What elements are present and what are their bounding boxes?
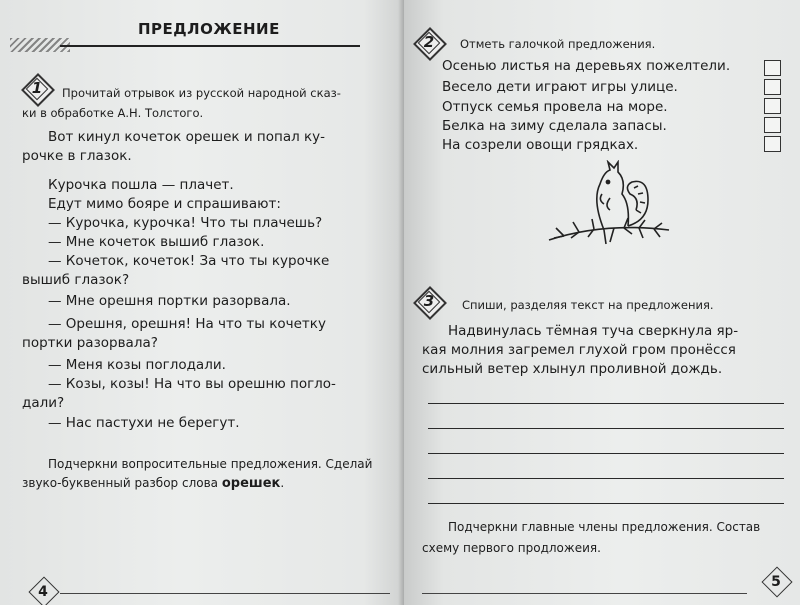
writing-line-3[interactable] — [428, 453, 784, 454]
task1-instruction-line1: Прочитай отрывок из русской народной сказ- — [62, 86, 341, 100]
footer-rule-left — [60, 593, 390, 594]
story-line-11: портки разорвала? — [22, 335, 158, 351]
task2-instruction: Отметь галочкой предложения. — [460, 37, 656, 51]
right-page — [404, 0, 800, 605]
story-line-4: Едут мимо бояре и спрашивают: — [48, 196, 281, 212]
page-title: ПРЕДЛОЖЕНИЕ — [138, 20, 280, 38]
task-number-badge-3: 3 — [414, 287, 444, 317]
story-line-5: — Курочка, курочка! Что ты плачешь? — [48, 215, 323, 231]
writing-line-5[interactable] — [428, 503, 784, 504]
story-line-10: — Орешня, орешня! На что ты кочетку — [48, 316, 326, 332]
writing-line-4[interactable] — [428, 478, 784, 479]
checkbox-sentence-4[interactable] — [764, 117, 781, 133]
story-line-13: — Козы, козы! На что вы орешню погло- — [48, 376, 336, 392]
sentence-item-3: Отпуск семья провела на море. — [442, 99, 668, 115]
sentence-item-1: Осенью листья на деревьях пожелтели. — [442, 58, 731, 74]
copy-text-line-3: сильный ветер хлынул проливной дождь. — [422, 361, 723, 377]
checkbox-sentence-5[interactable] — [764, 136, 781, 152]
story-line-7: — Кочеток, кочеток! За что ты курочке — [48, 253, 330, 269]
story-line-15: — Нас пастухи не берегут. — [48, 415, 240, 431]
page-number-left: 4 — [38, 584, 48, 600]
story-line-2: рочке в глазок. — [22, 148, 132, 164]
writing-line-2[interactable] — [428, 428, 784, 429]
story-line-1: Вот кинул кочеток орешек и попал ку- — [48, 129, 326, 145]
sentence-item-4: Белка на зиму сделала запасы. — [442, 118, 667, 134]
task-number-badge-1: 1 — [22, 74, 52, 104]
task1-assignment-line2: звуко-буквенный разбор слова орешек. — [22, 476, 285, 491]
story-line-12: — Меня козы поглодали. — [48, 357, 226, 373]
task-number-badge-2: 2 — [414, 28, 444, 58]
story-line-9: — Мне орешня портки разорвала. — [48, 293, 291, 309]
story-line-6: — Мне кочеток вышиб глазок. — [48, 234, 265, 250]
writing-line-1[interactable] — [428, 403, 784, 404]
squirrel-illustration — [544, 160, 674, 270]
sentence-item-5: На созрели овощи грядках. — [442, 137, 639, 153]
copy-text-line-2: кая молния загремел глухой гром пронёсся — [422, 342, 736, 358]
checkbox-sentence-1[interactable] — [764, 60, 781, 76]
title-underline — [60, 45, 360, 47]
task3-assignment-line1: Подчеркни главные члены предложения. Состав — [448, 520, 761, 534]
story-line-14: дали? — [22, 395, 65, 411]
story-line-3: Курочка пошла — плачет. — [48, 177, 234, 193]
task1-assignment-line1: Подчеркни вопросительные предложения. Сделай — [48, 457, 373, 471]
task3-instruction: Спиши, разделяя текст на предложения. — [462, 298, 714, 312]
story-line-8: вышиб глазок? — [22, 272, 130, 288]
page-number-right: 5 — [771, 574, 781, 590]
checkbox-sentence-2[interactable] — [764, 79, 781, 95]
sentence-item-2: Весело дети играют игры улице. — [442, 79, 678, 95]
task3-assignment-line2: схему первого продложеия. — [422, 541, 601, 555]
footer-rule-right — [422, 593, 747, 594]
copy-text-line-1: Надвинулась тёмная туча сверкнула яр- — [448, 323, 739, 339]
checkbox-sentence-3[interactable] — [764, 98, 781, 114]
task1-instruction-line2: ки в обработке А.Н. Толстого. — [22, 106, 204, 120]
bold-word: орешек — [221, 476, 281, 491]
